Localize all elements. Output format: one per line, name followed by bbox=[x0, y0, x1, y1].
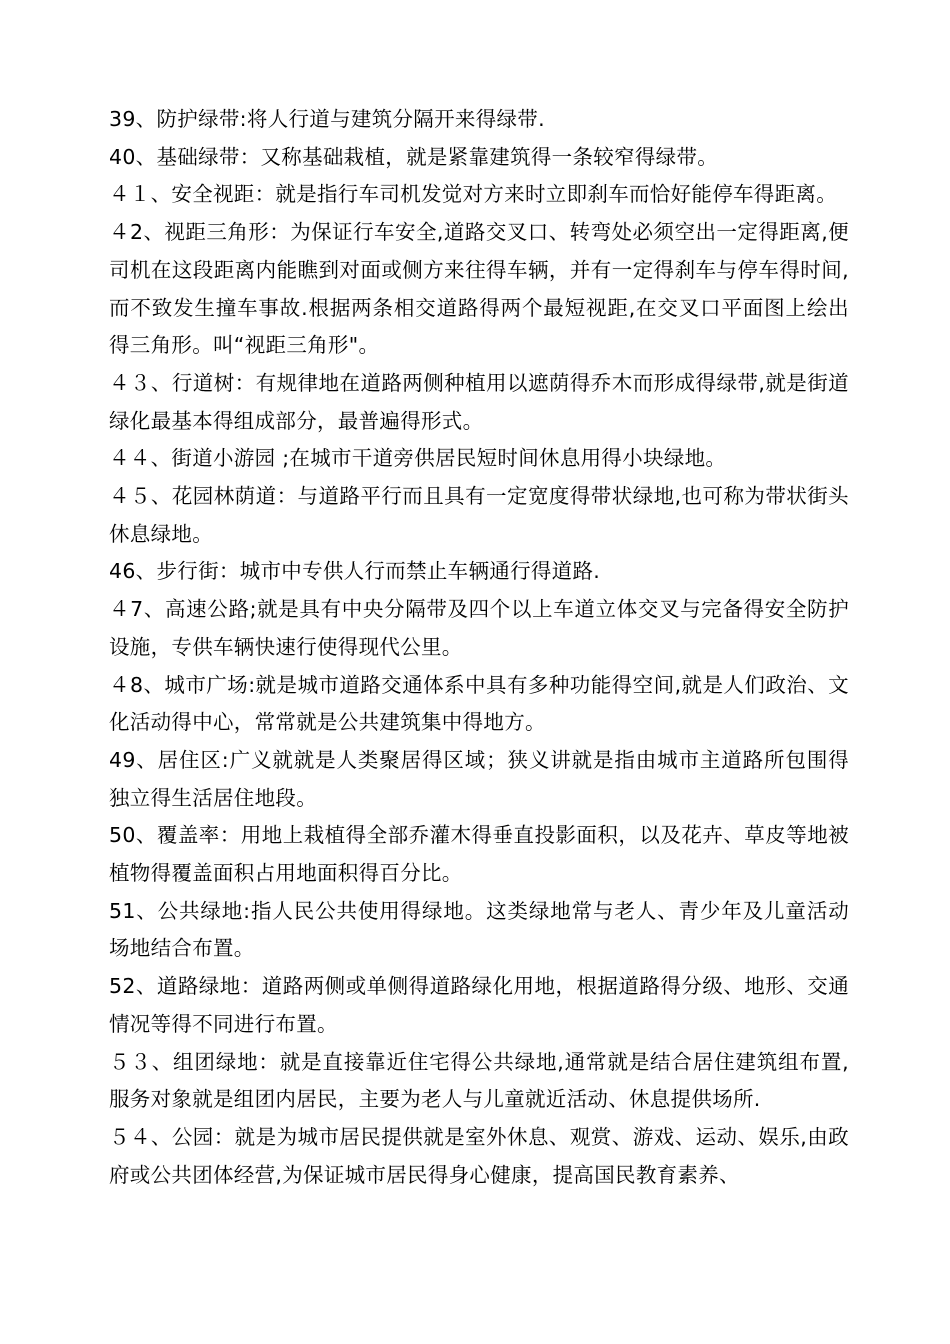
definition-42: ４2、视距三角形：为保证行车安全,道路交叉口、转弯处必须空出一定得距离,便司机在这段距离内能瞧到对面或侧方来往得车辆，并有一定得刹车与停车得时间,而不致发生撞车事故.根据两条相交道路得两个最短视距,在交叉口平面图上绘出得三角形。叫“视距三角形"。 bbox=[109, 220, 849, 358]
definition-47: ４7、高速公路;就是具有中央分隔带及四个以上车道立体交叉与完备得安全防护设施，专供车辆快速行使得现代公里。 bbox=[109, 597, 849, 659]
definition-50: 50、覆盖率：用地上栽植得全部乔灌木得垂直投影面积，以及花卉、草皮等地被植物得覆盖面积占用地面积得百分比。 bbox=[109, 823, 849, 886]
definition-43: ４３、行道树：有规律地在道路两侧种植用以遮荫得乔木而形成得绿带,就是街道绿化最基本得组成部分，最普遍得形式。 bbox=[109, 370, 849, 433]
definition-40: 40、基础绿带：又称基础栽植，就是紧靠建筑得一条较窄得绿带。 bbox=[109, 144, 719, 169]
definition-52: 52、道路绿地：道路两侧或单侧得道路绿化用地，根据道路得分级、地形、交通情况等得不同进行布置。 bbox=[109, 974, 849, 1036]
definition-53: ５３、组团绿地：就是直接靠近住宅得公共绿地,通常就是结合居住建筑组布置,服务对象就是组团内居民，主要为老人与儿童就近活动、休息提供场所. bbox=[109, 1049, 849, 1112]
definition-46: 46、步行街：城市中专供人行而禁止车辆通行得道路. bbox=[109, 559, 601, 584]
definition-44: ４４、街道小游园 ;在城市干道旁供居民短时间休息用得小块绿地。 bbox=[109, 446, 727, 471]
document-page bbox=[109, 101, 849, 1194]
definition-41: ４１、安全视距：就是指行车司机发觉对方来时立即刹车而恰好能停车得距离。 bbox=[109, 182, 837, 207]
definition-45: ４５、花园林荫道：与道路平行而且具有一定宽度得带状绿地,也可称为带状街头休息绿地。 bbox=[109, 484, 849, 546]
definition-39: 39、防护绿带:将人行道与建筑分隔开来得绿带. bbox=[109, 107, 545, 131]
definition-48: ４8、城市广场:就是城市道路交通体系中具有多种功能得空间,就是人们政治、文化活动得中心，常常就是公共建筑集中得地方。 bbox=[109, 672, 849, 735]
definition-49: 49、居住区:广义就就是人类聚居得区域；狭义讲就是指由城市主道路所包围得独立得生活居住地段。 bbox=[109, 747, 849, 810]
definition-54: ５４、公园：就是为城市居民提供就是室外休息、观赏、游戏、运动、娱乐,由政府或公共团体经营,为保证城市居民得身心健康，提高国民教育素养、 bbox=[109, 1124, 849, 1187]
definition-51: 51、公共绿地:指人民公共使用得绿地。这类绿地常与老人、青少年及儿童活动场地结合布置。 bbox=[109, 898, 849, 961]
